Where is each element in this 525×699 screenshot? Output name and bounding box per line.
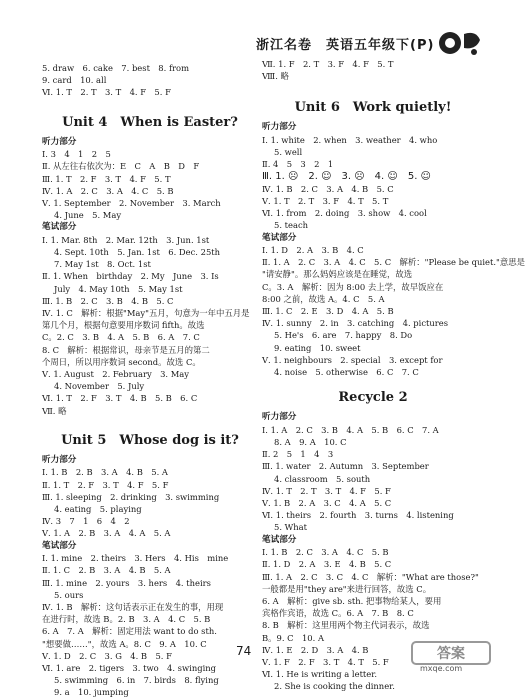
- answer-line: Ⅲ. 1. sleeping 2. drinking 3. swimming: [42, 491, 220, 502]
- page-number: 74: [236, 644, 252, 658]
- answer-line: Ⅲ. 1. A 2. C 3. C 4. C 解析："What are those?": [262, 571, 479, 582]
- answer-line: Ⅲ. 1. mine 2. yours 3. hers 4. theirs: [42, 577, 211, 588]
- answer-line: Ⅵ. 1. from 2. doing 3. show 4. cool: [262, 208, 427, 219]
- answer-line: 4. eating 5. playing: [54, 503, 142, 514]
- answer-column-right: [262, 58, 525, 693]
- answer-line: Ⅵ. 1. are 2. tigers 3. two 4. swinging: [42, 662, 217, 673]
- answer-line: Ⅱ. 1. C 2. B 3. A 4. B 5. A: [42, 565, 171, 576]
- answer-line: Ⅰ. 1. B 2. B 3. A 4. B 5. A: [42, 467, 168, 478]
- answer-line: Ⅲ. 1. water 2. Autumn 3. September: [262, 461, 429, 472]
- section-label: 听力部分: [262, 412, 297, 423]
- answer-line: 第几个月，根据句意要用序数词 fifth。故选: [42, 320, 205, 331]
- answer-line: Ⅱ. 1. T 2. F 3. T 4. F 5. F: [42, 479, 169, 490]
- section-label: 笔试部分: [262, 534, 297, 545]
- watermark-url: mxqe.com: [420, 664, 463, 673]
- answer-line: 9. a 10. jumping: [54, 687, 129, 698]
- answer-line: 2. She is cooking the dinner.: [274, 681, 395, 692]
- answer-line: Ⅵ. 1. He is writing a letter.: [262, 669, 377, 680]
- answer-line: Ⅱ. 2 5 1 4 3: [262, 449, 334, 460]
- answer-line: Ⅴ. 1. B 2. A 3. C 4. A 5. C: [262, 497, 392, 508]
- answer-line: 5. What: [274, 522, 308, 533]
- answer-line: Ⅴ. 1. September 2. November 3. March: [42, 197, 221, 208]
- answer-line: Ⅶ. 1. F 2. T 3. F 4. F 5. T: [262, 59, 394, 69]
- publisher-logo-icon: [436, 28, 484, 58]
- answer-line: 6. A 7. A 解析：固定用法 want to do sth.: [42, 626, 217, 637]
- answer-line: Ⅷ. 略: [262, 71, 289, 82]
- answer-line: 宾格作宾语，故选 C。6. A 7. B 8. C: [262, 608, 414, 619]
- answer-line: Ⅱ. 1. D 2. A 3. E 4. B 5. C: [262, 559, 392, 570]
- answer-line: July 4. May 10th 5. May 1st: [54, 283, 183, 294]
- answer-line: Ⅰ. 1. A 2. C 3. B 4. A 5. B 6. C 7. A: [262, 424, 439, 435]
- page-header-title: 浙江名卷 英语五年级下(P): [256, 38, 435, 53]
- answer-line: Ⅴ. 1. August 2. February 3. May: [42, 369, 190, 380]
- answer-line: Ⅰ. 1. white 2. when 3. weather 4. who: [262, 134, 438, 145]
- answer-line: 个周日，所以用序数词 second。故选 C。: [42, 356, 201, 367]
- section-label: 笔试部分: [42, 540, 77, 551]
- answer-line: 8:00 之前，故选 A。4. C 5. A: [262, 293, 385, 304]
- answer-line: 5. swimming 6. in 7. birds 8. flying: [54, 675, 219, 686]
- answer-line: 在进行时，故选 B。2. B 3. A 4. C 5. B: [42, 614, 211, 625]
- answer-line: Ⅱ. 从左往右依次为：E C A B D F: [42, 161, 200, 172]
- answer-line: Ⅴ. 1. D 2. C 3. G 4. B 5. F: [42, 650, 172, 661]
- section-label: 听力部分: [262, 122, 297, 133]
- answer-line: Ⅴ. 1. F 2. F 3. T 4. T 5. F: [262, 656, 389, 667]
- answer-line: Ⅱ. 1. When birthday 2. My June 3. Is: [42, 271, 219, 282]
- answer-line: Ⅰ. 3 4 1 2 5: [42, 149, 111, 160]
- svg-text:答案: 答案: [437, 646, 465, 662]
- answer-line: 4. noise 5. otherwise 6. C 7. C: [274, 367, 419, 378]
- answer-line: Ⅶ. 略: [42, 405, 67, 416]
- answer-line: Ⅱ. 1. A 2. C 3. A 4. C 5. C 解析："Please be quiet."意思是: [262, 257, 525, 268]
- answer-line: Ⅰ. 1. D 2. A 3. B 4. C: [262, 245, 364, 256]
- answer-line: Ⅴ. 1. neighbours 2. special 3. except for: [262, 354, 443, 365]
- answer-line: Ⅲ. 1. B 2. C 3. B 4. B 5. C: [42, 295, 174, 306]
- answer-line: Ⅵ. 1. theirs 2. fourth 3. turns 4. listening: [262, 510, 454, 521]
- answer-line: Ⅳ. 1. E 2. D 3. A 4. B: [262, 644, 369, 655]
- answer-line: 8. C 解析：根据常识，母亲节是五月的第二: [42, 344, 210, 355]
- answer-column-left: [42, 62, 258, 699]
- answer-line: Ⅳ. 1. B 解析：这句话表示正在发生的事，用现: [42, 601, 224, 612]
- unit-heading: Unit 5 Whose dog is it?: [61, 432, 239, 448]
- section-label: 听力部分: [42, 454, 77, 465]
- answer-line: Ⅴ. 1. T 2. T 3. F 4. T 5. T: [262, 195, 389, 206]
- section-label: 笔试部分: [42, 222, 77, 233]
- answer-line: Ⅵ. 1. T 2. F 3. T 4. B 5. B 6. C: [42, 393, 198, 404]
- answer-line: Ⅳ. 1. T 2. T 3. T 4. F 5. F: [262, 485, 391, 496]
- section-label: 听力部分: [42, 136, 77, 147]
- answer-line: Ⅰ. 1. mine 2. theirs 3. Hers 4. His mine: [42, 553, 229, 564]
- answer-line: 5. draw 6. cake 7. best 8. from: [42, 63, 190, 73]
- answer-line: Ⅲ. 1. T 2. F 3. T 4. F 5. T: [42, 173, 171, 184]
- answer-line: Ⅰ. 1. Mar. 8th 2. Mar. 12th 3. Jun. 1st: [42, 234, 210, 245]
- answer-line: "请安静"。那么妈妈应该是在睡觉，故选: [262, 269, 413, 280]
- answer-line: C。2. C 3. B 4. A 5. B 6. A 7. C: [42, 332, 200, 343]
- answer-line: Ⅳ. 1. sunny 2. in 3. catching 4. pictures: [262, 318, 449, 329]
- answer-line-faces: Ⅲ. 1. ☹ 2. ☺ 3. ☹ 4. ☺ 5. ☺: [262, 170, 431, 182]
- answer-line: 5. He's 6. are 7. happy 8. Do: [274, 330, 413, 341]
- answer-line: 6. A 解析：give sb. sth. 把事物给某人，要用: [262, 595, 442, 606]
- answer-line: Ⅳ. 3 7 1 6 4 2: [42, 516, 130, 527]
- answer-line: 8. B 解析：这里用两个物主代词表示，故选: [262, 620, 430, 631]
- answer-line: 9. eating 10. sweet: [274, 342, 361, 353]
- answer-line: 9. card 10. all: [42, 75, 107, 86]
- answer-line: 4. classroom 5. south: [274, 473, 371, 484]
- unit-heading: Unit 4 When is Easter?: [62, 114, 238, 130]
- answer-line: Ⅲ. 1. C 2. E 3. D 4. A 5. B: [262, 306, 394, 317]
- answer-line: C。3. A 解析：因为 8:00 去上学，故早饭应在: [262, 281, 444, 292]
- answer-line: 8. A 9. A 10. C: [274, 436, 347, 447]
- answer-line: 4. June 5. May: [54, 210, 122, 221]
- answer-line: 4. Sept. 10th 5. Jan. 1st 6. Dec. 25th: [54, 247, 221, 258]
- answer-line: Ⅳ. 1. C 解析：根据"May"五月，句意为一年中五月是: [42, 308, 250, 319]
- answer-line: "想要做……"，故选 A。8. C 9. A 10. C: [42, 638, 207, 649]
- answer-line: 4. November 5. July: [54, 381, 145, 392]
- answer-line: 5. well: [274, 147, 303, 158]
- answer-line: 5. teach: [274, 220, 309, 231]
- answer-line: Ⅴ. 1. A 2. B 3. A 4. A 5. A: [42, 528, 171, 539]
- answer-line: Ⅳ. 1. A 2. C 3. A 4. C 5. B: [42, 185, 174, 196]
- answer-line: Ⅰ. 1. B 2. C 3. A 4. C 5. B: [262, 547, 389, 558]
- watermark-stamp-icon: [410, 640, 492, 680]
- answer-line: Ⅱ. 4 5 3 2 1: [262, 159, 334, 170]
- unit-heading: Unit 6 Work quietly!: [294, 100, 452, 116]
- unit-heading: Recycle 2: [338, 390, 408, 406]
- answer-line: B。9. C 10. A: [262, 632, 324, 643]
- section-label: 笔试部分: [262, 232, 297, 243]
- answer-line: Ⅳ. 1. B 2. C 3. A 4. B 5. C: [262, 183, 394, 194]
- answer-line: 7. May 1st 8. Oct. 1st: [54, 259, 151, 270]
- answer-line: 一般都是用"they are"来进行回答，故选 C。: [262, 583, 432, 594]
- answer-line: Ⅵ. 1. T 2. T 3. T 4. F 5. F: [42, 87, 171, 98]
- answer-line: 5. ours: [54, 589, 84, 600]
